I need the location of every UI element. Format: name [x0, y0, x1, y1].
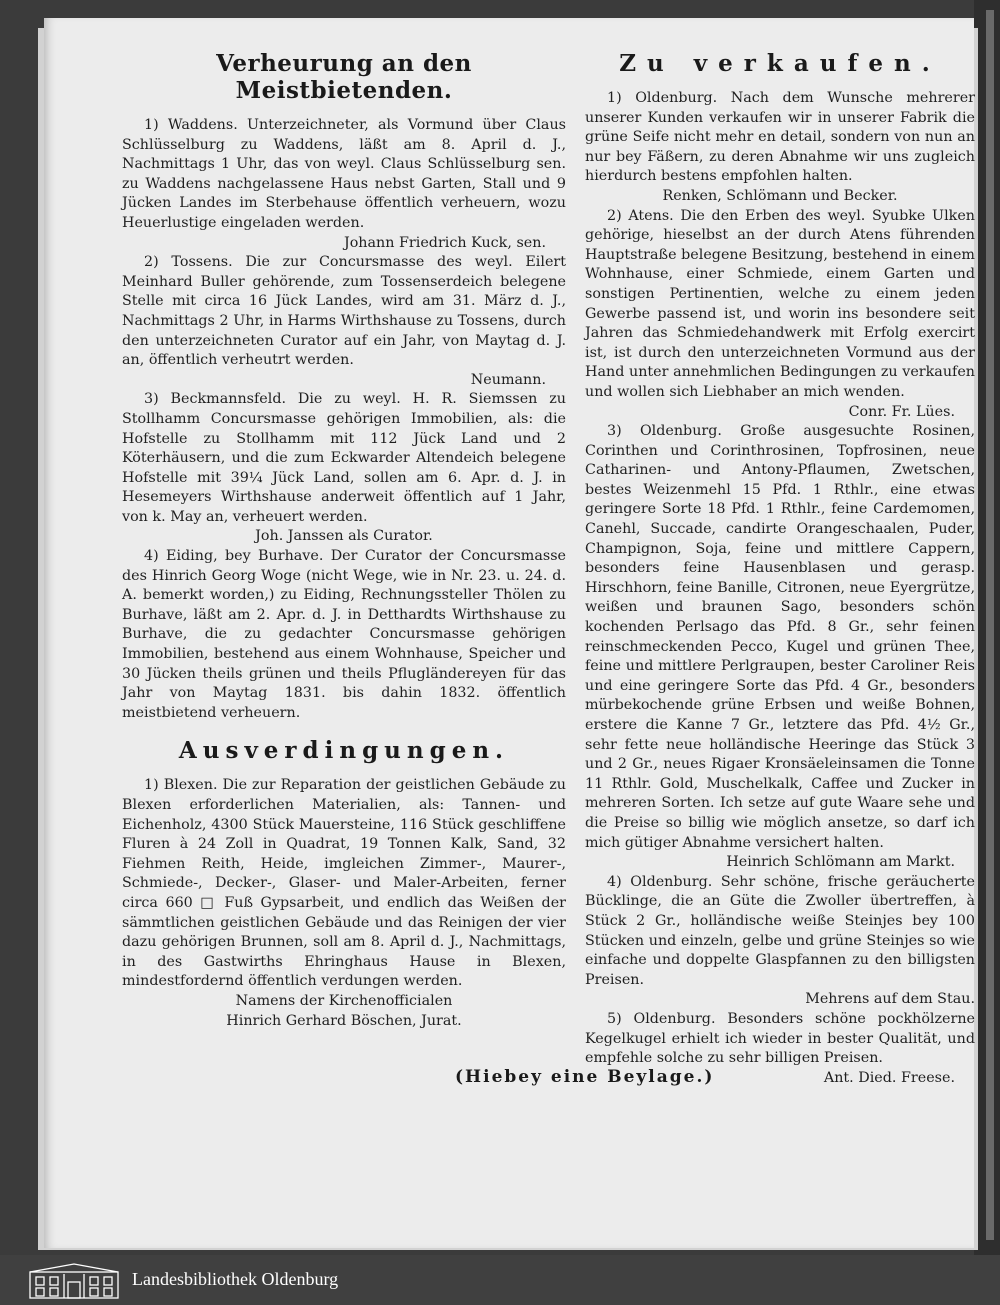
signature-kuck: Johann Friedrich Kuck, sen.	[343, 234, 546, 251]
signature-mehrens: Mehrens auf dem Stau.	[805, 991, 975, 1008]
supplement-note: (Hiebey eine Beylage.)	[455, 1067, 715, 1087]
library-building-logo-icon	[28, 1262, 120, 1300]
section-title-verheurung: Verheurung an den Meistbietenden.	[216, 50, 472, 104]
scan-border-light	[986, 10, 994, 1240]
signature-freese: Ant. Died. Freese.	[823, 1069, 955, 1086]
left-column	[122, 50, 566, 1031]
library-name: Landesbibliothek Oldenburg	[132, 1269, 339, 1289]
signature-renken: Renken, Schlömann und Becker.	[662, 187, 898, 204]
notice-atens: 2) Atens. Die den Erben des weyl. Syubke Ulken gehörige, hieselbst an der durch Atens führenden Hauptstraße belegene Besitzung, bestehend in einem Wohnhause, einer Schmiede, einem Garten und sonstigen Pertinentien, welche zu einem jeden Gewerbe passend ist, und worin ins besondere seit Jahren das Schmiedehandwerk mit Erfolg exercirt ist, ist durch den unterzeichneten Vormund aus der Hand unter annehmlichen Bedingungen zu verkaufen und wollen sich Liebhaber an mich wenden.	[585, 207, 975, 400]
notice-blexen: 1) Blexen. Die zur Reparation der geistlichen Gebäude zu Blexen erforderlichen Materialien, als: Tannen- und Eichenholz, 4300 Stück Mauersteine, 116 Stück geschliffene Fluren à 24 Zoll in Quadrat, 19 Tonnen Kalk, Sand, 32 Fiehmen Reith, Heide, imgleichen Zimmer-, Maurer-, Schmiede-, Decker-, Glaser- und Maler-Arbeiten, ferner circa 660 □ Fuß Gypsarbeit, und endlich das Weißen der sämmtlichen geistlichen Gebäude und das Reinigen der vier dazu gehörigen Brunnen, soll am 8. April d. J., Nachmittags, in des Gastwirths Ehringhaus Hause in Blexen, mindestfordernd öffentlich verdungen werden.	[122, 777, 566, 990]
signature-neumann: Neumann.	[470, 371, 546, 388]
notice-oldenburg-buecklinge: 4) Oldenburg. Sehr schöne, frische geräucherte Bücklinge, die an Güte die Zwoller übertreffen, à Stück 2 Gr., holländische weiße Steinjes bey 100 Stücken und einzeln, gelbe und grüne Steinjes so wie einfache und doppelte Glaspfannen zu den billigsten Preisen.	[585, 873, 975, 988]
signature-boeschen: Hinrich Gerhard Böschen, Jurat.	[226, 1012, 462, 1029]
section-title-ausverdingungen: Ausverdingungen.	[178, 737, 510, 765]
library-footer	[0, 1255, 1000, 1305]
notice-tossens: 2) Tossens. Die zur Concursmasse des weyl. Eilert Meinhard Buller gehörende, zum Tossenserdeich belegene Stelle mit circa 16 Jück Landes, wird am 31. März d. J., Nachmittags 2 Uhr, in Harms Wirthshause zu Tossens, durch den unterzeichneten Curator auf ein Jahr, von Maytag d. J. an, öffentlich verheutrt werden.	[122, 254, 566, 369]
section-title-zu-verkaufen: Zu verkaufen.	[619, 50, 941, 77]
signature-schloemann: Heinrich Schlömann am Markt.	[726, 854, 955, 871]
notice-oldenburg-kegelkugel: 5) Oldenburg. Besonders schöne pockhölzerne Kegelkugel erhielt ich wieder in bester Qualität, und empfehle solche zu sehr billigen Preisen.	[585, 1010, 975, 1067]
signature-janssen: Joh. Janssen als Curator.	[255, 528, 433, 545]
signature-luees: Conr. Fr. Lües.	[848, 403, 955, 420]
notice-beckmannsfeld: 3) Beckmannsfeld. Die zu weyl. H. R. Siemssen zu Stollhamm Concursmasse gehörigen Immobilien, als: die Hofstelle zu Stollhamm mit 112 Jück Land und 2 Köterhäusern, und die zum Eckwarder Altendeich belegene Hofstelle mit 39¼ Jück Land, sollen am 6. Apr. d. J. in Hesemeyers Wirthshause anderweit öffentlich auf 1 Jahr, von k. May an, verheuert werden.	[122, 391, 566, 525]
signature-kirchenofficialen: Namens der Kirchenofficialen	[235, 992, 453, 1009]
notice-oldenburg-seife: 1) Oldenburg. Nach dem Wunsche mehrerer unserer Kunden verkaufen wir in unserer Fabrik die grüne Seife nicht mehr en detail, sondern von nun an nur bey Fäßern, zu deren Abnahme wir uns zugleich hierdurch bestens empfohlen halten.	[585, 90, 975, 185]
notice-waddens: 1) Waddens. Unterzeichneter, als Vormund über Claus Schlüsselburg zu Waddens, läßt am 8. April d. J., Nachmittags 1 Uhr, das von weyl. Claus Schlüsselburg sen. zu Waddens nachgelassene Haus nebst Garten, Stall und 9 Jücken Landes im Sterbehause öffentlich verheuern, wozu Heuerlustige eingeladen werden.	[122, 117, 566, 231]
notice-eiding: 4) Eiding, bey Burhave. Der Curator der Concursmasse des Hinrich Georg Woge (nicht Wege, wie in Nr. 23. u. 24. d. A. bemerkt worden,) zu Eiding, Rechnungssteller Thölen zu Burhave, läßt am 2. Apr. d. J. in Detthardts Wirthshause zu Burhave, die zu gedachter Concursmasse gehörigen Immobilien, bestehend aus einem Wohnhause, Speicher und 30 Jücken theils grünen und theils Pflugländereyen für das Jahr von Maytag 1831. bis dahin 1832. öffentlich meistbietend verheuern.	[122, 548, 566, 721]
right-column	[585, 50, 975, 1088]
notice-oldenburg-waren: 3) Oldenburg. Große ausgesuchte Rosinen, Corinthen und Corinthrosinen, Topfrosinen, neue Catharinen- und Antony-Pflaumen, Zwetschen, bestes Weizenmehl 15 Pfd. 1 Rthlr., eine etwas geringere Sorte 18 Pfd. 1 Rthlr., feine Cardemomen, Canehl, Succade, candirte Orangeschaalen, Puder, Champignon, Soja, feine und mittlere Cappern, besonders feine Hausenblasen und gerasp. Hirschhorn, feine Banille, Citronen, neue Eyergrütze, weißen und braunen Sago, besonders schön kochenden Perlsago das Pfd. 8 Gr., sehr feinen reinschmeckenden Pecco, Kugel und grünen Thee, feine und mittlere Perlgraupen, bester Caroliner Reis und eine geringere Sorte das Pfd. 4 Gr., besonders mürbekochende grüne Erbsen und weiße Bohnen, erstere die Kanne 7 Gr., letztere das Pfd. 4½ Gr., sehr fette neue holländische Heeringe das Stück 3 und 2 Gr., neues Rigaer Kronsäeleinsamen die Tonne 11 Rthlr. Gold, Muschelkalk, Caffee und Zucker in mehreren Sorten. Ich setze auf gute Waare sehe und die Preise so billig wie möglich ansetze, so darf ich mich gütiger Abnahme versichert halten.	[585, 423, 975, 851]
